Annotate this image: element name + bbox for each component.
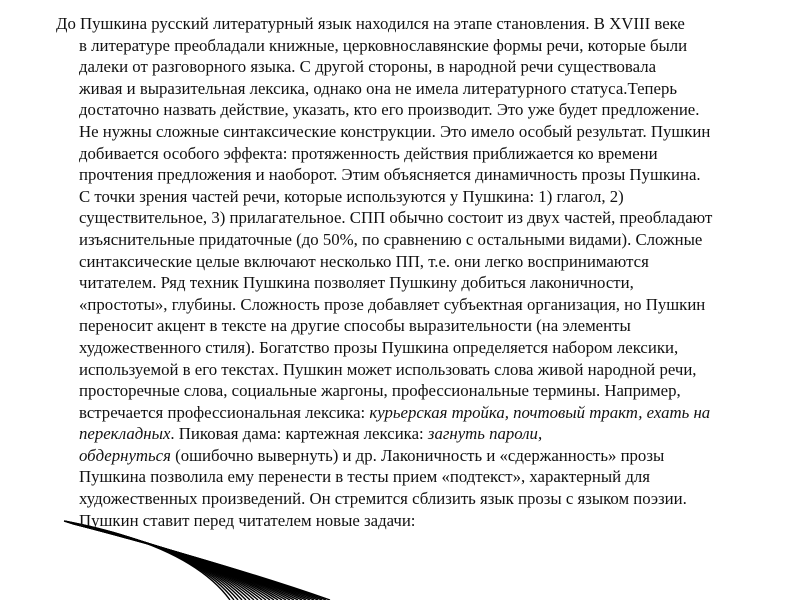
text-line [56, 488, 768, 510]
text-line [56, 13, 768, 35]
swoosh-line [66, 521, 246, 600]
body-text [56, 13, 768, 531]
text-segment: в литературе преобладали книжные, церковнославянские формы речи, которые были [79, 35, 688, 55]
text-segment: . Пиковая дама: картежная лексика: [170, 424, 428, 444]
swoosh-line [70, 523, 294, 600]
italic-text-segment: загнуть пароли, [427, 424, 543, 444]
text-line [56, 143, 768, 165]
text-line [56, 121, 768, 143]
swoosh-line [64, 521, 234, 600]
text-segment: существительное, 3) прилагательное. СПП обычно состоит из двух частей, преобладают [79, 208, 713, 228]
swoosh-line [66, 522, 250, 600]
text-segment: просторечные слова, социальные жаргоны, профессиональные термины. Например, [79, 381, 681, 401]
text-line [56, 402, 768, 424]
text-segment: (ошибочно вывернуть) и др. Лаконичность и «сдержанность» прозы [170, 445, 665, 465]
text-segment: художественных произведений. Он стремится сблизить язык прозы с языком поэзии. [79, 489, 687, 509]
text-segment: художественного стиля). Богатство прозы Пушкина определяется набором лексики, [79, 337, 679, 357]
text-line [56, 186, 768, 208]
text-segment: С точки зрения частей речи, которые используются у Пушкина: 1) глагол, 2) [79, 186, 624, 206]
text-line [56, 466, 768, 488]
text-line [56, 78, 768, 100]
text-segment: читателем. Ряд техник Пушкина позволяет Пушкину добиться лаконичности, [79, 273, 634, 293]
text-segment: До Пушкина русский литературный язык находился на этапе становления. В XVIII веке [56, 14, 685, 33]
text-segment: добивается особого эффекта: протяженность действия приближается ко времени [79, 143, 658, 163]
text-segment: прочтения предложения и наоборот. Этим объясняется динамичность прозы Пушкина. [79, 165, 701, 185]
text-line [56, 272, 768, 294]
text-line [56, 510, 768, 532]
text-segment: синтаксические целые включают несколько ПП, т.е. они легко воспринимаются [79, 251, 649, 271]
text-segment: Не нужны сложные синтаксические конструкции. Это имело особый результат. Пушкин [79, 121, 711, 141]
text-segment: встречается профессиональная лексика: [79, 402, 370, 422]
text-segment: Пушкина позволила ему перенести в тесты прием «подтекст», характерный для [79, 467, 650, 487]
text-segment: достаточно назвать действие, указать, кто его производит. Это уже будет предложение. [79, 100, 700, 120]
text-line [56, 380, 768, 402]
text-line [56, 229, 768, 251]
text-line [56, 251, 768, 273]
text-line [56, 56, 768, 78]
swoosh-line [65, 521, 238, 600]
italic-text-segment: курьерская тройка, почтовый тракт, ехать на [369, 402, 711, 422]
swoosh-line [65, 521, 242, 600]
text-line [56, 99, 768, 121]
text-line [56, 423, 768, 445]
text-segment: «простоты», глубины. Сложность прозе добавляет субъектная организация, но Пушкин [79, 294, 706, 314]
text-line [56, 315, 768, 337]
text-line [56, 359, 768, 381]
italic-text-segment: обдернуться [79, 445, 171, 465]
text-line [56, 445, 768, 467]
text-segment: живая и выразительная лексика, однако она не имела литературного статуса.Теперь [79, 78, 677, 98]
text-segment: изъяснительные придаточные (до 50%, по сравнению с остальными видами). Сложные [79, 229, 703, 249]
text-line [56, 294, 768, 316]
text-line [56, 337, 768, 359]
text-segment: далеки от разговорного языка. С другой стороны, в народной речи существовала [79, 57, 657, 77]
text-segment: переносит акцент в тексте на другие способы выразительности (на элементы [79, 316, 631, 336]
text-line [56, 35, 768, 57]
italic-text-segment: перекладных [79, 424, 171, 444]
text-segment: Пушкин ставит перед читателем новые задачи: [79, 510, 416, 530]
text-line [56, 164, 768, 186]
text-line [56, 207, 768, 229]
text-segment: используемой в его текстах. Пушкин может использовать слова живой народной речи, [79, 359, 697, 379]
